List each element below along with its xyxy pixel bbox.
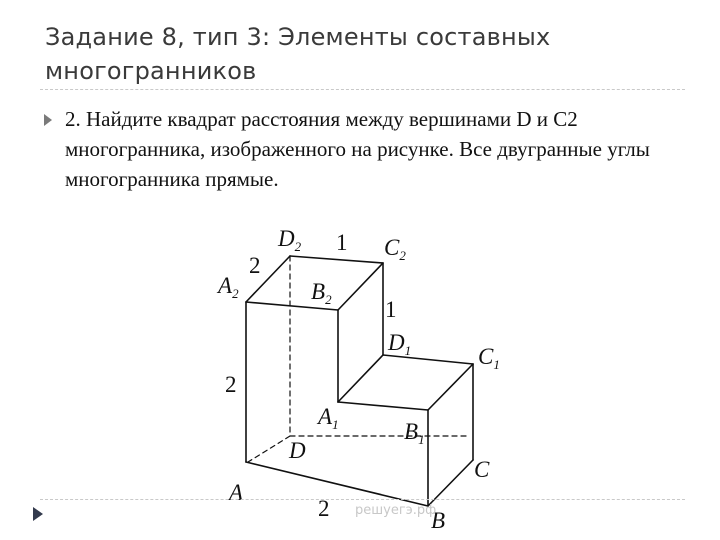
- vertex-label-a2: $A_2$: [218, 273, 239, 301]
- vertex-label-b: B: [431, 508, 446, 533]
- dimension-step-height: 1: [385, 297, 397, 322]
- vertex-label-d2: $D_2$: [278, 226, 302, 254]
- task-text: 2. Найдите квадрат расстояния между вершинами D и С2 многогранника, изображенного на рисунке. Все двугранные углы многогранника прямые.: [65, 107, 650, 191]
- vertex-label-c1: $C_1$: [478, 344, 500, 372]
- next-slide-arrow-icon[interactable]: [33, 507, 43, 521]
- vertex-label-c2: $C_2$: [384, 235, 406, 263]
- hidden-edges: [248, 256, 470, 462]
- dimension-top-depth: 2: [249, 253, 261, 278]
- dimension-left-height: 2: [225, 372, 237, 397]
- vertex-label-d: D: [289, 438, 306, 463]
- slide-title: Задание 8, тип 3: Элементы составных многогранников: [45, 23, 551, 85]
- watermark: решуегэ.рф: [355, 503, 437, 518]
- vertex-label-a1: $A_1$: [318, 404, 339, 432]
- vertex-label-c: C: [474, 457, 490, 482]
- dimension-bottom-width: 2: [318, 496, 330, 521]
- vertex-label-d1: $D_1$: [388, 330, 412, 358]
- vertex-label-b1: $B_1$: [404, 419, 425, 447]
- dimension-top-width: 1: [336, 230, 348, 255]
- visible-edges: [246, 256, 473, 506]
- footer-divider: [40, 499, 685, 500]
- vertex-label-b2: $B_2$: [311, 279, 332, 307]
- vertex-label-a: A: [229, 480, 244, 505]
